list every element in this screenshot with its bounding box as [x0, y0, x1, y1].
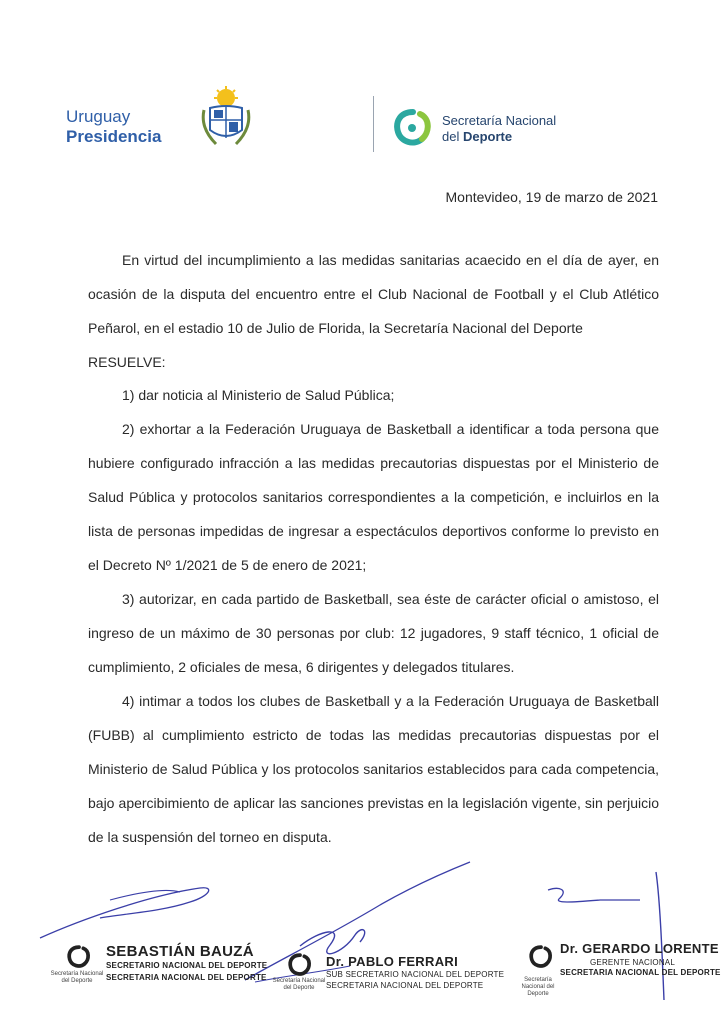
signatory-3-stamp-text: Secretaría Nacional del Deporte: [521, 977, 555, 997]
logo-secretaria-text: Secretaría Nacional: [442, 113, 557, 128]
signatory-3-institution: SECRETARIA NACIONAL DEL DEPORTE: [560, 968, 721, 977]
signatory-1-name: SEBASTIÁN BAUZÁ: [106, 943, 254, 960]
signatory-1-role: SECRETARIO NACIONAL DEL DEPORTE: [106, 961, 268, 970]
signatory-2-stamp-text: Secretaría Nacional del Deporte: [272, 978, 326, 991]
deporte-stamp-icon: [66, 944, 92, 970]
deporte-stamp-icon: [287, 952, 313, 978]
resolution-item-3: 3) autorizar, en cada partido de Basketball, sea éste de carácter oficial o amistoso, el ingreso de un máximo de 30 personas por club: 12 jugadores, 9 staff técnico, 1 oficial de cumplimiento, 2 oficiales de mesa, 6 dirigentes y delegados titulares.: [88, 591, 659, 675]
resolution-item-1: 1) dar noticia al Ministerio de Salud Pública;: [122, 387, 395, 403]
signatory-3-name: Dr. GERARDO LORENTE: [560, 941, 719, 956]
signatory-1-institution: SECRETARIA NACIONAL DEL DEPORTE: [106, 973, 267, 982]
logo-deporte-bold-text: Deporte: [462, 129, 513, 144]
resolution-item-4: 4) intimar a todos los clubes de Basketball y a la Federación Uruguaya de Basketball (FUBB) al cumplimiento estricto de todas las medidas precautorias dispuestas por el Ministerio de Salud Pública y los protocolos sanitarios establecidos para cada competencia, bajo apercibimiento de aplicar las sanciones previstas en la legislación vigente, sin perjuicio de la suspensión del torneo en disputa.: [88, 693, 659, 845]
logo-uruguay-text: Uruguay: [66, 107, 131, 126]
signatory-3-role: GERENTE NACIONAL: [590, 958, 675, 967]
signatory-1-stamp-text: Secretaría Nacional del Deporte: [50, 971, 104, 984]
resuelve-heading: RESUELVE:: [88, 354, 166, 370]
logo-del-text: del: [442, 129, 463, 144]
resolution-item-2: 2) exhortar a la Federación Uruguaya de Basketball a identificar a toda persona que hubiere configurado infracción a las medidas precautorias dispuestas por el Ministerio de Salud Pública y protocolos sanitarios correspondientes a la competición, e incluirlos en la lista de personas impedidas de ingresar a espectáculos deportivos conforme lo previsto en el Decreto Nº 1/2021 de 5 de enero de 2021;: [88, 421, 659, 573]
document-date: Montevideo, 19 de marzo de 2021: [445, 189, 658, 205]
intro-paragraph: En virtud del incumplimiento a las medidas sanitarias acaecido en el día de ayer, en ocasión de la disputa del encuentro entre el Club Nacional de Football y el Club Atlético Peñarol, en el estadio 10 de Julio de Florida, la Secretaría Nacional del Deporte: [88, 252, 659, 336]
signatory-2-role: SUB SECRETARIO NACIONAL DEL DEPORTE: [326, 970, 505, 979]
signatory-2-name: Dr. PABLO FERRARI: [326, 954, 458, 969]
deporte-stamp-icon: [528, 944, 554, 970]
signatory-2-institution: SECRETARIA NACIONAL DEL DEPORTE: [326, 981, 484, 990]
logo-presidencia-text: Presidencia: [66, 127, 162, 146]
